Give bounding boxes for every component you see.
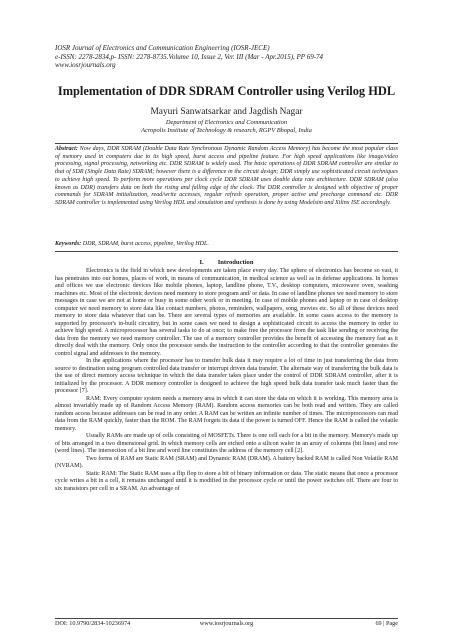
journal-url[interactable]: www.iosrjournals.org [55, 61, 116, 70]
body-paragraph: Two forms of RAM are Static RAM (SRAM) and Dynamic RAM (DRAM). A battery backed RAM is called Non Volatile RAM (NVRAM). [55, 455, 398, 470]
footer-site[interactable]: www.iosrjournals.org [199, 620, 254, 627]
abstract-label: Abstract: [55, 146, 78, 152]
footer-page-number: 69 | Page [375, 620, 398, 627]
affiliation-department: Department of Electronics and Communication [165, 119, 288, 126]
section-number: I. [199, 259, 204, 266]
section-title: Introduction [217, 259, 254, 266]
journal-name: IOSR Journal of Electronics and Communication Engineering (IOSR-JECE) [55, 44, 270, 52]
keywords-label: Keywords: [55, 241, 82, 247]
footer-doi: DOI: 10.9790/2834-10236974 [55, 620, 131, 627]
abstract-bottom-rule [55, 251, 398, 252]
abstract-top-rule [55, 143, 398, 144]
body-paragraph: Usually RAMs are made up of cells consisting of MOSFETs. There is one cell each for a bit in the memory. Memory's made up of bits arranged in a two dimensional grid. In which memory cells are etched onto a silicon wafer in an array of columns (bit lines) and row (word lines). The intersection of a bit line and word line constitutes the address of the memory cell [2]. [55, 433, 398, 455]
abstract-text: Now days, DDR SDRAM (Double Data Rate Synchronous Dynamic Random Access Memory) has become the most popular class of memory used in computers due to its high speed, burst access and pipeline feature. For high speed applications like image/video processing, signal processing, networking etc. DDR SDRAM is widely used. The basic operations of DDR SDRAM controller are similar to that of SDR (Single Data Rate) SDRAM; however there is a difference in the circuit design; DDR simply use sophisticated circuit techniques to achieve high speed. To perform more operations per clock cycle DDR SDRAM uses double data rate architecture. DDR SDRAM (also known as DDR) transfers data on both the rising and falling edge of the clock. The DDR controller is designed with objective of proper commands for SDRAM initialization, read/write accesses, regular refresh operation, proper active and precharge command etc. DDR SDRAM controller is implemented using Verilog HDL and simulation and synthesis is done by using Modelsim and Xilinx ISE accordingly. [55, 146, 398, 207]
author-affiliation [30, 119, 423, 134]
body-paragraph: RAM: Every computer system needs a memory area in which it can store the data on which it is working. This memory area is almost invariably made up of Random Access Memory (RAM). Random access memories can be both read and written. They are called random access because addresses can be read in any order. A RAM can be written an infinite number of times. The microprocessors can read data from the RAM quickly, faster than the ROM. The RAM forgets its data if the power is turned OFF. Hence the RAM is called the volatile memory. [55, 395, 398, 432]
body-paragraph: Static RAM: The Static RAM uses a flip flop to store a bit of binary information or data. The static means that once a processor cycle writes a bit in a cell, it remains unchanged until it is modified in the processor cycle or until the power switches off. There are four to six transistors per cell in a SRAM. An advantage of [55, 470, 398, 492]
body-text [55, 268, 398, 493]
paper-authors: Mayuri Sanwatsarkar and Jagdish Nagar [150, 107, 303, 117]
body-paragraph: Electronics is the field in which new developments are taken place every day. The sphere of electronics has become so vast, it has penetrates into our homes, places of work, in means of communication, in medical science as well as in defense applications. In homes and offices we use electronic devices like mobile phones, laptop, landline phone, T.V., desktop computers, microwave oven, washing machines etc. Most of the electronic devices need memory to store program and/ or data. In case of landline phones we need memory to store messages in case we are not at home or busy in some other work or in meeting. In case of mobile phones and laptop or in case of desktop computer we need memory to store data like contact numbers, photos, reminders, wallpapers, song, movies etc. So all of these devices need memory to store data whatever that can be. There are several types of memories are available. In some cases access to the memory is supported by processor's in-built circuitry, but in some cases we need to design a sophisticated circuit to access the memory in order to achieve high speed. A microprocessor has several tasks to do at once; to make free the processor from the task like sending or receiving the data from the memory we need memory controller. The use of a memory controller provides the benefit of accessing the memory fast as it directly deal with the memory. Only once the processor sends the instruction to the controller according to that the controller generates the control signal and addresses to the memory. [55, 268, 398, 357]
keywords [55, 241, 398, 249]
affiliation-institute: Acropolis Institute of Technology & research, RGPV Bhopal, India [141, 126, 312, 134]
abstract [55, 146, 398, 208]
section-heading [55, 259, 398, 267]
journal-issn: e-ISSN: 2278-2834,p- ISSN: 2278-8735.Volume 10, Issue 2, Ver. III (Mar - Apr.2015), PP 69-74 [55, 52, 324, 61]
keywords-text: DDR, SDRAM, burst access, pipeline, Verilog HDL. [81, 241, 209, 247]
footer-rule [55, 618, 398, 619]
journal-header [55, 44, 415, 70]
body-paragraph: In the applications where the processor has to transfer bulk data it may require a lot of time in just transferring the data from source to destination using program controlled data transfer or interrupt driven data transfer. The alternate way of transferring the bulk data is the use of direct memory access technique in which the data transfer takes place under the control of DDR SDRAM controller, after it is initialized by the processor. A DDR memory controller is designed to achieve the high speed bulk data transfer task much faster than the processor [7]. [55, 358, 398, 395]
paper-title: Implementation of DDR SDRAM Controller using Verilog HDL [57, 84, 396, 98]
